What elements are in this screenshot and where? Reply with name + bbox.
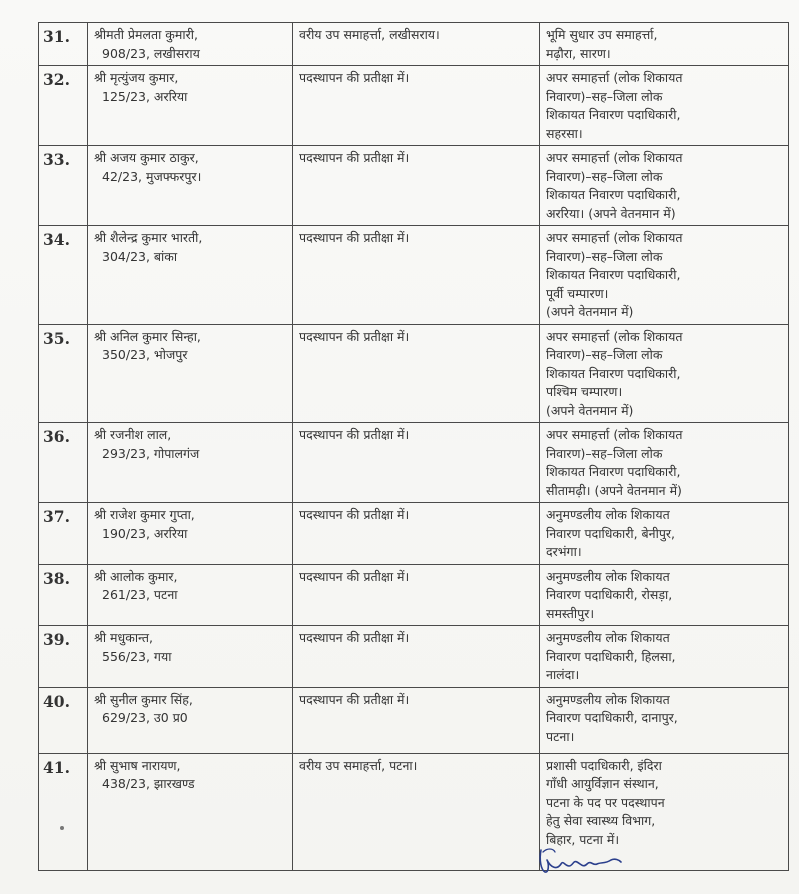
new-posting-text: भूमि सुधार उप समाहर्त्ता, मढ़ौरा, सारण। [546, 27, 658, 61]
new-posting-text: अनुमण्डलीय लोक शिकायत निवारण पदाधिकारी, दानापुर, पटना। [546, 691, 678, 744]
new-posting [540, 324, 789, 423]
officer-name: श्री सुभाष नारायण, [94, 757, 181, 773]
serial-number: 41. [39, 753, 88, 870]
table-row [39, 324, 789, 423]
officer-order-district: 556/23, गया [102, 648, 172, 664]
serial-number: 31. [39, 23, 88, 66]
serial-number: 34. [39, 226, 88, 325]
new-posting [540, 226, 789, 325]
officer-name: श्री शैलेन्द्र कुमार भारती, [94, 230, 203, 245]
officer-cell [88, 503, 293, 565]
serial-number: 35. [39, 324, 88, 423]
serial-number: 36. [39, 423, 88, 503]
new-posting [540, 146, 789, 226]
officer-name: श्री मृत्युंजय कुमार, [94, 70, 179, 85]
table-row [39, 423, 789, 503]
new-posting-text: अनुमण्डलीय लोक शिकायत निवारण पदाधिकारी, रोसड़ा, समस्तीपुर। [546, 568, 673, 621]
officer-name: श्री आलोक कुमार, [94, 568, 178, 584]
current-posting [293, 564, 540, 626]
officer-cell [88, 687, 293, 753]
current-posting-text: पदस्थापन की प्रतीक्षा में। [299, 70, 410, 85]
handwritten-signature [535, 842, 625, 878]
serial-number: 39. [39, 626, 88, 688]
table-row [39, 503, 789, 565]
current-posting [293, 23, 540, 66]
current-posting [293, 626, 540, 688]
new-posting [540, 23, 789, 66]
current-posting-text: पदस्थापन की प्रतीक्षा में। [299, 630, 410, 645]
transfer-posting-table [38, 22, 789, 871]
new-posting [540, 503, 789, 565]
officer-cell [88, 564, 293, 626]
table-row [39, 564, 789, 626]
current-posting [293, 66, 540, 146]
new-posting-text: अपर समाहर्त्ता (लोक शिकायत निवारण)–सह–जिला लोक शिकायत निवारण पदाधिकारी, अररिया। (अपने वेतनमान में) [546, 150, 683, 221]
officer-name: श्री अजय कुमार ठाकुर, [94, 150, 199, 165]
officer-cell [88, 146, 293, 226]
table-row [39, 753, 789, 870]
officer-order-district: 908/23, लखीसराय [102, 45, 200, 61]
new-posting-text: अनुमण्डलीय लोक शिकायत निवारण पदाधिकारी, बेनीपुर, दरभंगा। [546, 507, 676, 559]
officer-cell [88, 324, 293, 423]
officer-order-district: 42/23, मुजफ्फरपुर। [102, 168, 202, 184]
current-posting-text: पदस्थापन की प्रतीक्षा में। [299, 568, 410, 584]
serial-number: 32. [39, 66, 88, 146]
officer-order-district: 304/23, बांका [102, 248, 178, 264]
margin-dot [60, 826, 64, 830]
current-posting [293, 687, 540, 753]
officer-order-district: 629/23, उ0 प्र0 [102, 710, 188, 725]
officer-order-district: 438/23, झारखण्ड [102, 776, 195, 791]
officer-order-district: 190/23, अररिया [102, 525, 188, 541]
table-row [39, 626, 789, 688]
new-posting-text: प्रशासी पदाधिकारी, इंदिरा गाँधी आयुर्विज्ञान संस्थान, पटना के पद पर पदस्थापन हेतु सेवा स्वास्थ्य विभाग, बिहार, पटना में। [546, 757, 665, 847]
officer-cell [88, 226, 293, 325]
table-row [39, 226, 789, 325]
officer-name: श्री अनिल कुमार सिन्हा, [94, 328, 201, 344]
officer-name: श्री रजनीश लाल, [94, 427, 172, 442]
new-posting-text: अपर समाहर्त्ता (लोक शिकायत निवारण)–सह–जिला लोक शिकायत निवारण पदाधिकारी, सीतामढ़ी। (अपने वेतनमान में) [546, 427, 683, 498]
current-posting-text: पदस्थापन की प्रतीक्षा में। [299, 507, 410, 522]
current-posting [293, 423, 540, 503]
serial-number: 40. [39, 687, 88, 753]
officer-cell [88, 423, 293, 503]
officer-name: श्री सुनील कुमार सिंह, [94, 691, 193, 707]
new-posting [540, 66, 789, 146]
officer-cell [88, 23, 293, 66]
officer-cell [88, 753, 293, 870]
officer-cell [88, 626, 293, 688]
table-row [39, 687, 789, 753]
serial-number: 37. [39, 503, 88, 565]
new-posting [540, 687, 789, 753]
current-posting-text: वरीय उप समाहर्त्ता, पटना। [299, 757, 418, 773]
officer-name: श्री मधुकान्त, [94, 630, 154, 645]
officer-order-district: 261/23, पटना [102, 587, 178, 602]
new-posting-text: अनुमण्डलीय लोक शिकायत निवारण पदाधिकारी, हिलसा, नालंदा। [546, 630, 676, 682]
officer-order-district: 350/23, भोजपुर [102, 347, 188, 362]
table-body [39, 23, 789, 871]
new-posting-text: अपर समाहर्त्ता (लोक शिकायत निवारण)–सह–जिला लोक शिकायत निवारण पदाधिकारी, सहरसा। [546, 70, 683, 141]
serial-number: 33. [39, 146, 88, 226]
table-row [39, 23, 789, 66]
officer-order-district: 293/23, गोपालगंज [102, 445, 200, 461]
current-posting-text: पदस्थापन की प्रतीक्षा में। [299, 691, 410, 707]
officer-name: श्री राजेश कुमार गुप्ता, [94, 507, 195, 522]
new-posting [540, 626, 789, 688]
new-posting-text: अपर समाहर्त्ता (लोक शिकायत निवारण)–सह–जिला लोक शिकायत निवारण पदाधिकारी, पश्चिम चम्पारण। (अपने वेतनमान में) [546, 328, 683, 418]
current-posting [293, 226, 540, 325]
officer-name: श्रीमती प्रेमलता कुमारी, [94, 27, 198, 42]
current-posting-text: पदस्थापन की प्रतीक्षा में। [299, 150, 410, 165]
current-posting [293, 146, 540, 226]
officer-cell [88, 66, 293, 146]
current-posting [293, 753, 540, 870]
current-posting-text: पदस्थापन की प्रतीक्षा में। [299, 328, 410, 344]
current-posting-text: वरीय उप समाहर्त्ता, लखीसराय। [299, 27, 440, 42]
new-posting [540, 423, 789, 503]
current-posting-text: पदस्थापन की प्रतीक्षा में। [299, 230, 410, 245]
current-posting [293, 324, 540, 423]
serial-number: 38. [39, 564, 88, 626]
officer-order-district: 125/23, अररिया [102, 88, 188, 104]
current-posting-text: पदस्थापन की प्रतीक्षा में। [299, 427, 410, 442]
table-row [39, 66, 789, 146]
current-posting [293, 503, 540, 565]
new-posting-text: अपर समाहर्त्ता (लोक शिकायत निवारण)–सह–जिला लोक शिकायत निवारण पदाधिकारी, पूर्वी चम्पारण। (अपने वेतनमान में) [546, 230, 683, 319]
table-row [39, 146, 789, 226]
new-posting [540, 564, 789, 626]
